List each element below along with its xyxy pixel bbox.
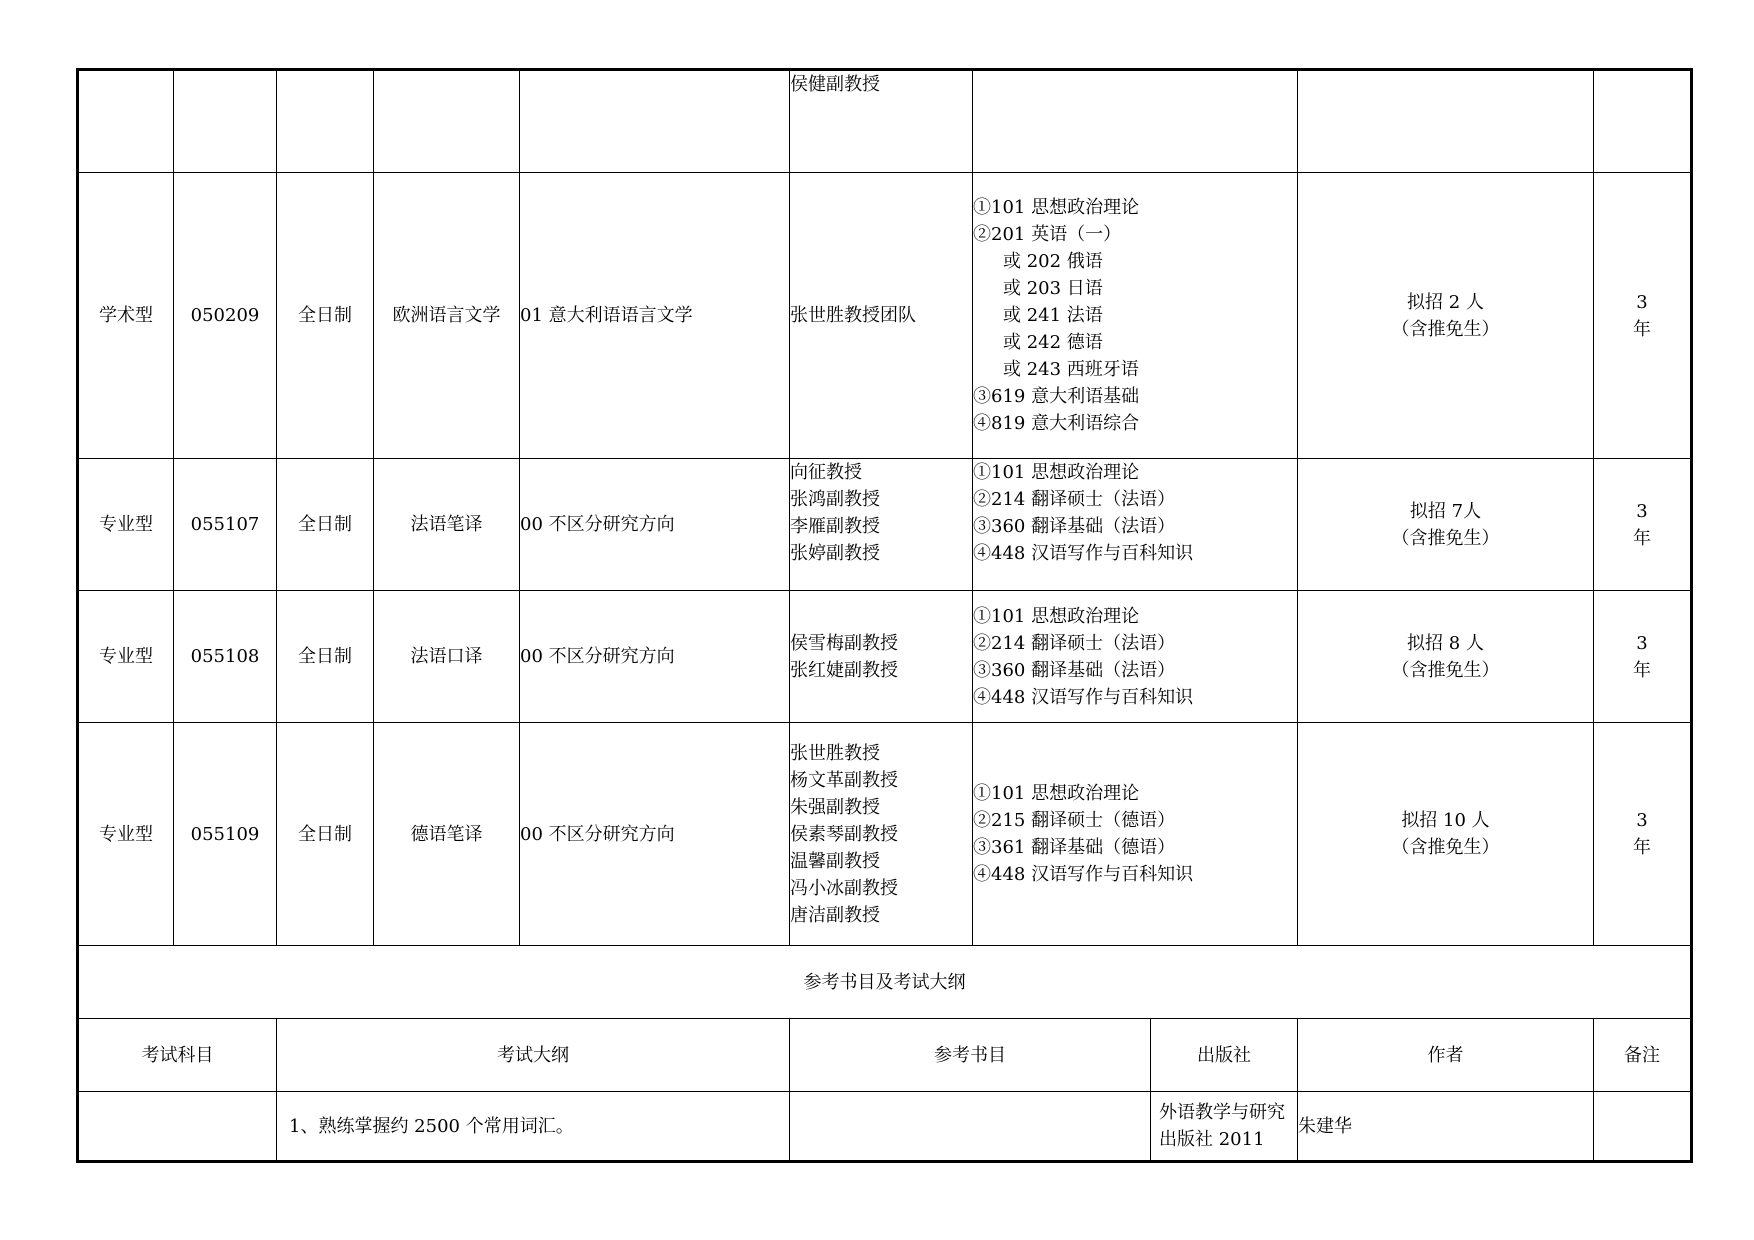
exam-subject: ②214 翻译硕士（法语） bbox=[973, 632, 1176, 654]
exam-subject: 或 202 俄语 bbox=[1003, 251, 1103, 272]
major-cell bbox=[374, 70, 520, 173]
advisor-name: 张鸿副教授 bbox=[790, 489, 880, 510]
advisor-cell bbox=[790, 459, 973, 591]
exam-cell bbox=[973, 591, 1298, 723]
quota-note: （含推免生） bbox=[1391, 837, 1500, 858]
exam-subject: ①101 思想政治理论 bbox=[973, 197, 1140, 218]
exam-subject: ②215 翻译硕士（德语） bbox=[973, 810, 1176, 831]
advisor-name: 张红婕副教授 bbox=[790, 659, 898, 681]
years-number: 3 bbox=[1636, 500, 1648, 522]
exam-subject: ④448 汉语写作与百科知识 bbox=[973, 686, 1194, 708]
exam-cell bbox=[973, 70, 1298, 173]
exam-subject: 或 242 德语 bbox=[1003, 332, 1103, 353]
ref-header-row bbox=[78, 1019, 1692, 1092]
exam-subject: ④448 汉语写作与百科知识 bbox=[973, 864, 1194, 885]
advisor-cell bbox=[790, 723, 973, 946]
exam-subject: 或 241 法语 bbox=[1003, 305, 1103, 326]
table-row bbox=[78, 459, 1692, 591]
advisor-name: 向征教授 bbox=[790, 462, 862, 483]
years-number: 3 bbox=[1636, 291, 1648, 313]
mode-cell: 全日制 bbox=[277, 591, 374, 723]
header-subject: 考试科目 bbox=[78, 1019, 277, 1092]
mode-cell: 全日制 bbox=[277, 723, 374, 946]
ref-subject bbox=[78, 1092, 277, 1162]
header-books: 参考书目 bbox=[790, 1019, 1151, 1092]
quota-cell bbox=[1298, 173, 1594, 459]
quota-count: 拟招 8 人 bbox=[1407, 632, 1484, 654]
table-row bbox=[78, 70, 1692, 173]
ref-outline-cell bbox=[277, 1092, 790, 1162]
exam-subject: ③619 意大利语基础 bbox=[973, 386, 1140, 407]
exam-subject: ①101 思想政治理论 bbox=[973, 783, 1140, 804]
exam-cell bbox=[973, 459, 1298, 591]
type-cell: 专业型 bbox=[78, 591, 174, 723]
ref-publisher-cell bbox=[1151, 1092, 1298, 1162]
mode-cell: 全日制 bbox=[277, 459, 374, 591]
ref-publisher: 外语教学与研究出版社 2011 bbox=[1159, 1102, 1285, 1150]
years-unit: 年 bbox=[1633, 318, 1651, 340]
exam-subject: ①101 思想政治理论 bbox=[973, 605, 1140, 627]
ref-row bbox=[78, 1092, 1692, 1162]
major-cell: 德语笔译 bbox=[374, 723, 520, 946]
advisor-name: 张婷副教授 bbox=[790, 543, 880, 564]
code-cell: 055107 bbox=[174, 459, 277, 591]
advisor-name: 唐洁副教授 bbox=[790, 904, 880, 926]
exam-subject: ②201 英语（一） bbox=[973, 224, 1122, 245]
header-author: 作者 bbox=[1298, 1019, 1594, 1092]
years-number: 3 bbox=[1636, 632, 1648, 654]
code-cell bbox=[174, 70, 277, 173]
admissions-table bbox=[76, 68, 1693, 1163]
direction-cell bbox=[520, 70, 790, 173]
ref-author: 朱建华 bbox=[1298, 1092, 1594, 1162]
years-number: 3 bbox=[1636, 810, 1648, 831]
exam-cell bbox=[973, 723, 1298, 946]
advisor-name: 李雁副教授 bbox=[790, 516, 880, 537]
years-cell bbox=[1594, 591, 1692, 723]
years-unit: 年 bbox=[1633, 659, 1651, 681]
quota-count: 拟招 10 人 bbox=[1401, 810, 1490, 831]
advisor-cell bbox=[790, 591, 973, 723]
exam-subject: ③360 翻译基础（法语） bbox=[973, 516, 1176, 537]
advisor-name: 温馨副教授 bbox=[790, 850, 880, 872]
quota-note: （含推免生） bbox=[1391, 527, 1500, 549]
section-title: 参考书目及考试大纲 bbox=[78, 946, 1692, 1019]
advisor-cell bbox=[790, 70, 973, 173]
advisor-name: 朱强副教授 bbox=[790, 796, 880, 818]
exam-subject: ④819 意大利语综合 bbox=[973, 413, 1140, 434]
header-remarks: 备注 bbox=[1594, 1019, 1692, 1092]
quota-count: 拟招 2 人 bbox=[1407, 291, 1484, 313]
direction-cell: 00 不区分研究方向 bbox=[520, 723, 790, 946]
exam-cell bbox=[973, 173, 1298, 459]
code-cell: 055109 bbox=[174, 723, 277, 946]
mode-cell bbox=[277, 70, 374, 173]
advisor-name: 冯小冰副教授 bbox=[790, 877, 898, 899]
ref-books bbox=[790, 1092, 1151, 1162]
years-cell bbox=[1594, 70, 1692, 173]
exam-subject: 或 243 西班牙语 bbox=[1003, 359, 1139, 380]
quota-cell bbox=[1298, 723, 1594, 946]
major-cell: 欧洲语言文学 bbox=[374, 173, 520, 459]
quota-note: （含推免生） bbox=[1391, 318, 1500, 340]
years-cell bbox=[1594, 459, 1692, 591]
mode-cell: 全日制 bbox=[277, 173, 374, 459]
years-unit: 年 bbox=[1633, 837, 1651, 858]
quota-note: （含推免生） bbox=[1391, 659, 1500, 681]
quota-cell bbox=[1298, 591, 1594, 723]
type-cell bbox=[78, 70, 174, 173]
exam-subject: ③360 翻译基础（法语） bbox=[973, 659, 1176, 681]
type-cell: 专业型 bbox=[78, 723, 174, 946]
code-cell: 055108 bbox=[174, 591, 277, 723]
advisor-name: 侯素琴副教授 bbox=[790, 823, 898, 845]
quota-cell bbox=[1298, 70, 1594, 173]
years-cell bbox=[1594, 173, 1692, 459]
exam-subject: ④448 汉语写作与百科知识 bbox=[973, 543, 1194, 564]
exam-subject: ①101 思想政治理论 bbox=[973, 462, 1140, 483]
advisor-name: 张世胜教授 bbox=[790, 742, 880, 764]
years-unit: 年 bbox=[1633, 527, 1651, 549]
years-cell bbox=[1594, 723, 1692, 946]
table-row bbox=[78, 173, 1692, 459]
advisor-name: 侯雪梅副教授 bbox=[790, 632, 898, 654]
type-cell: 学术型 bbox=[78, 173, 174, 459]
direction-cell: 01 意大利语语言文学 bbox=[520, 173, 790, 459]
type-cell: 专业型 bbox=[78, 459, 174, 591]
exam-subject: ②214 翻译硕士（法语） bbox=[973, 489, 1176, 510]
exam-subject: ③361 翻译基础（德语） bbox=[973, 837, 1176, 858]
advisor-name: 杨文革副教授 bbox=[790, 769, 898, 791]
table-row bbox=[78, 723, 1692, 946]
major-cell: 法语口译 bbox=[374, 591, 520, 723]
advisor-cell bbox=[790, 173, 973, 459]
quota-cell bbox=[1298, 459, 1594, 591]
ref-remarks bbox=[1594, 1092, 1692, 1162]
advisor-name: 张世胜教授团队 bbox=[790, 305, 916, 326]
header-publisher: 出版社 bbox=[1151, 1019, 1298, 1092]
advisor-name: 侯健副教授 bbox=[790, 74, 880, 95]
code-cell: 050209 bbox=[174, 173, 277, 459]
direction-cell: 00 不区分研究方向 bbox=[520, 459, 790, 591]
quota-count: 拟招 7人 bbox=[1409, 500, 1482, 522]
direction-cell: 00 不区分研究方向 bbox=[520, 591, 790, 723]
ref-outline: 1、熟练掌握约 2500 个常用词汇。 bbox=[289, 1115, 574, 1137]
section-title-row bbox=[78, 946, 1692, 1019]
major-cell: 法语笔译 bbox=[374, 459, 520, 591]
table-row bbox=[78, 591, 1692, 723]
exam-subject: 或 203 日语 bbox=[1003, 278, 1103, 299]
header-outline: 考试大纲 bbox=[277, 1019, 790, 1092]
